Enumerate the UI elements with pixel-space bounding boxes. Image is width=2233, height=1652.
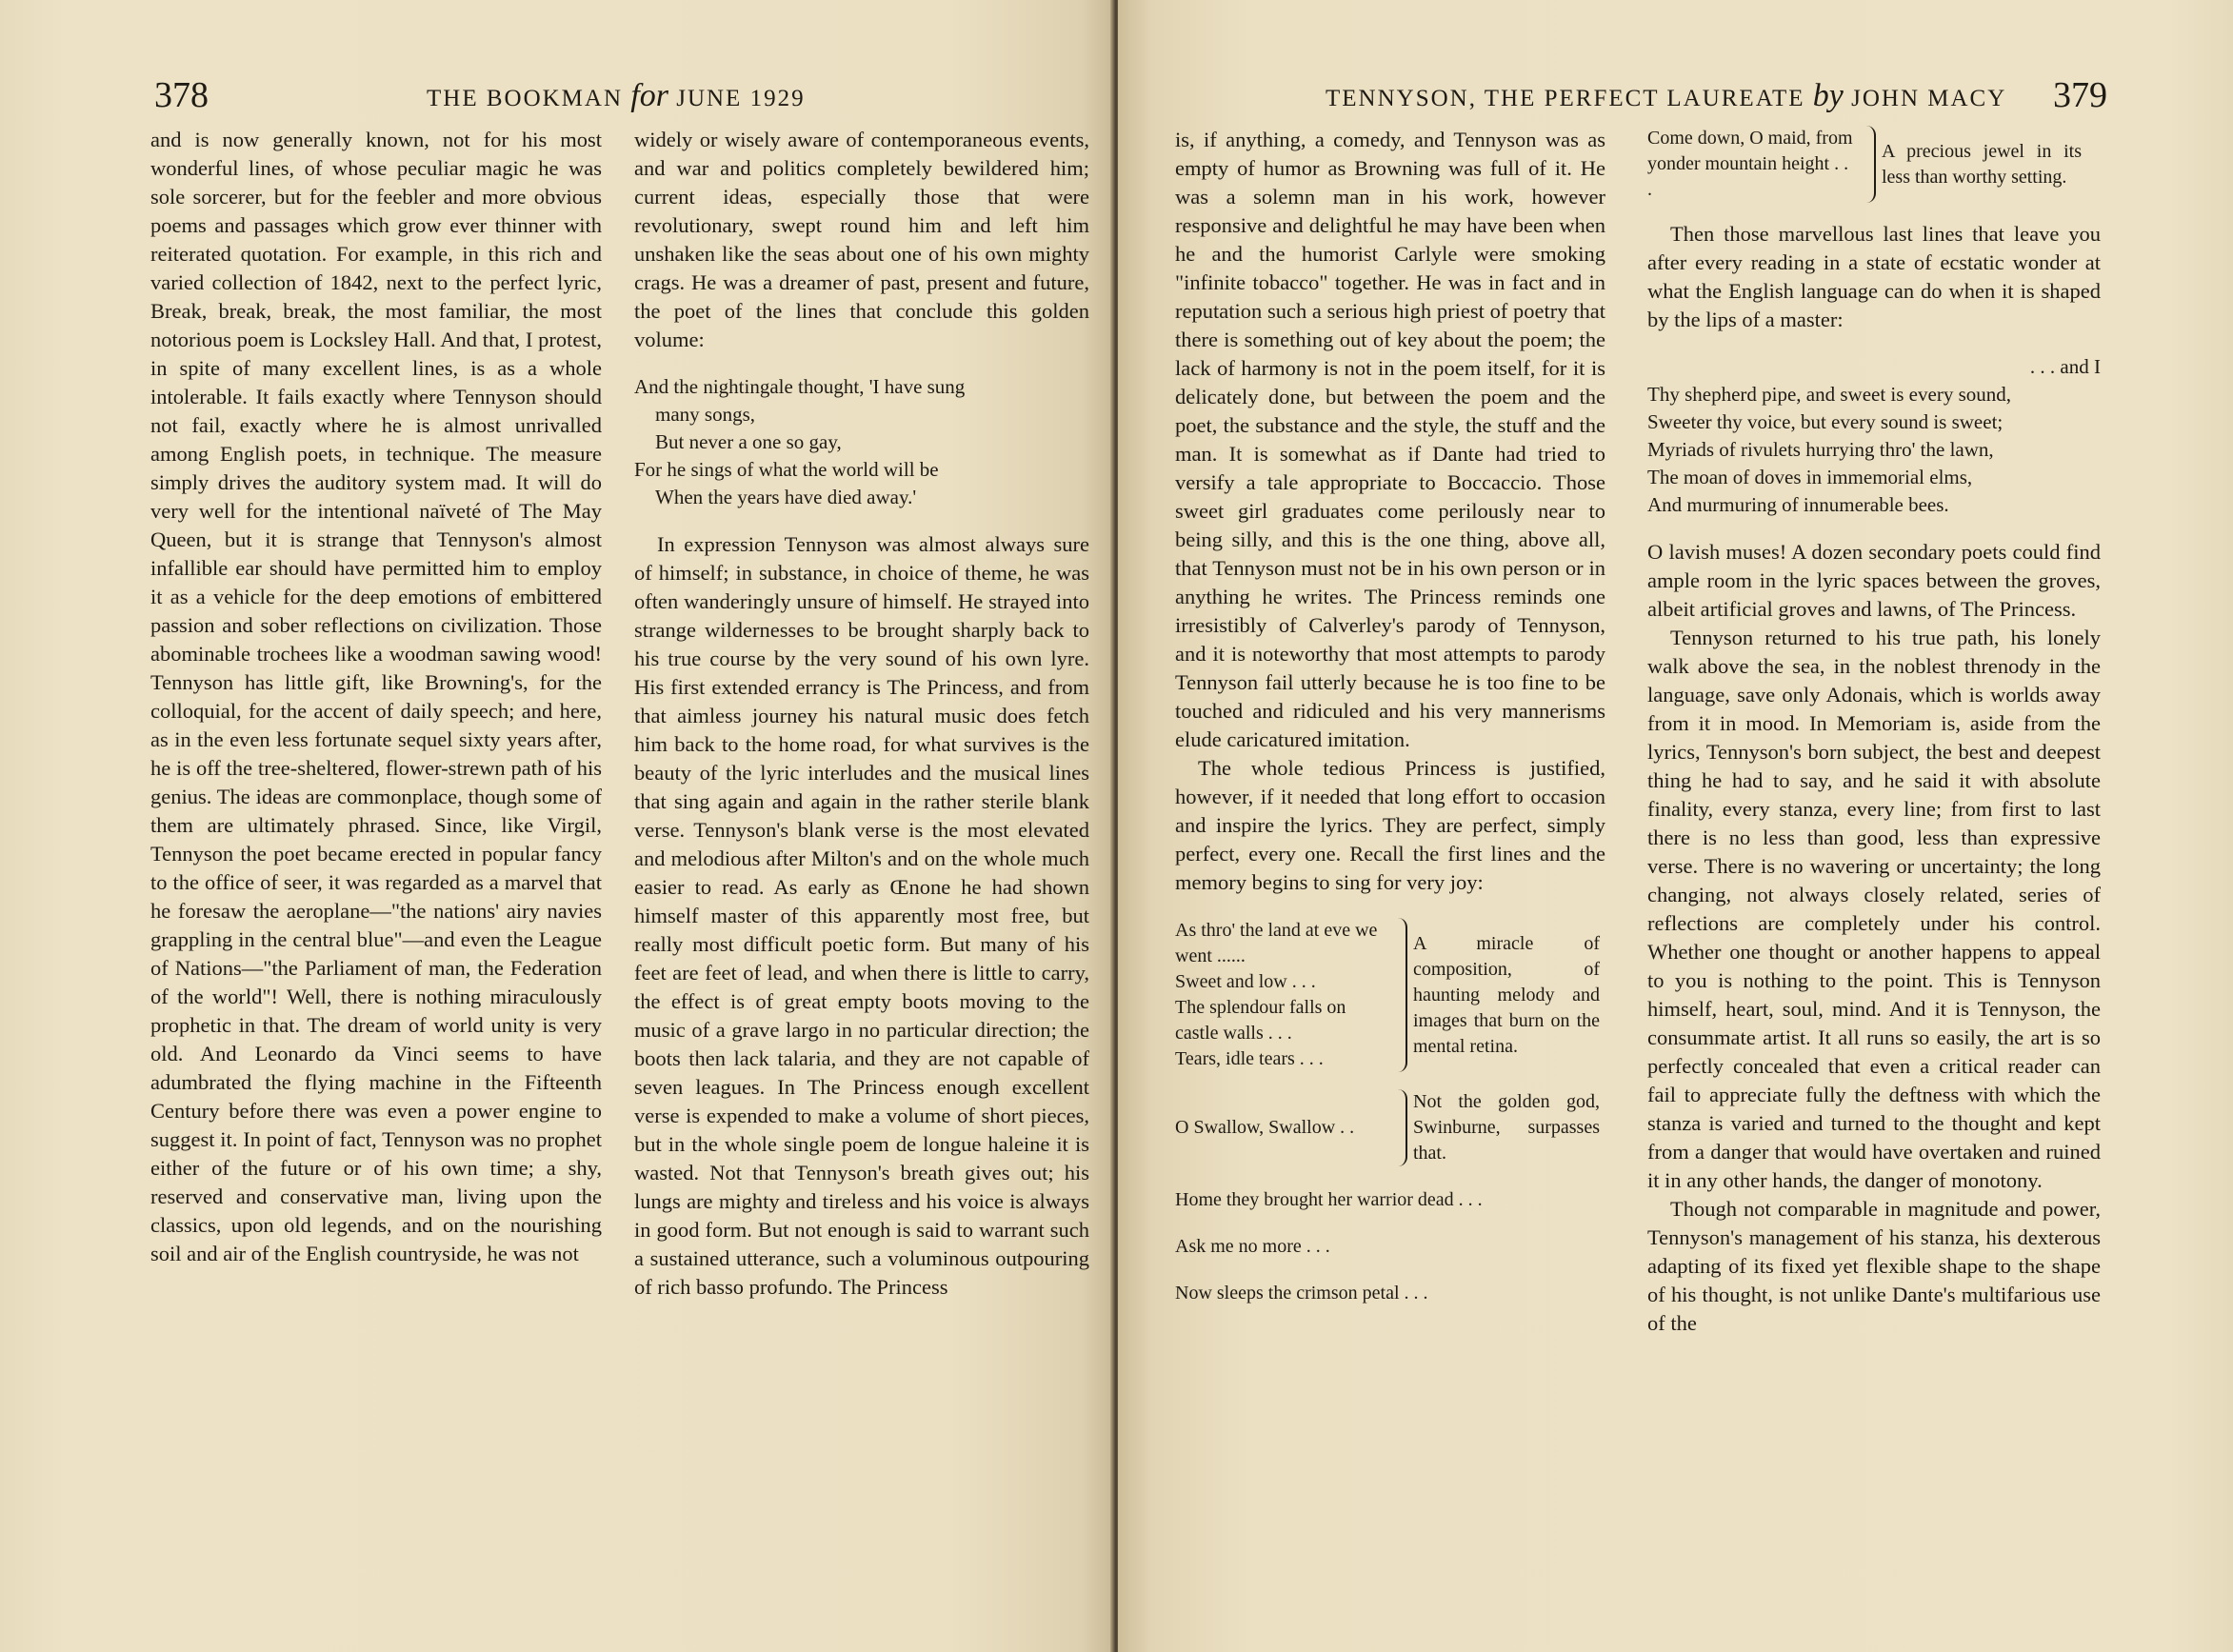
running-head-author: JOHN MACY <box>1851 86 2007 111</box>
verse-line: But never a one so gay, <box>655 430 842 453</box>
running-head-right <box>1326 78 2006 114</box>
lyric-group-2 <box>1175 1089 1605 1166</box>
lyric-group-3 <box>1647 126 2101 203</box>
lyric-first-line: Ask me no more . . . <box>1175 1236 1330 1257</box>
paragraph: widely or wisely aware of contemporaneous events, and war and politics completely bewildered him; current ideas, especially those that were revolutionary, swept round him and left him unshaken like the seas about one of his own mighty crags. He was a dreamer of past, present and future, the poet of the lines that conclude this golden volume: <box>634 128 1089 351</box>
verse-line: And the nightingale thought, 'I have sung <box>634 375 966 398</box>
verse-quote <box>634 373 1089 511</box>
paragraph: Though not comparable in magnitude and power, Tennyson's management of his stanza, his dexterous adapting of its fixed yet flexible shape to the shape of his thought, is not unlike Dante's multifarious use of the <box>1647 1197 2101 1335</box>
lyric-first-line: The splendour falls on castle walls . . . <box>1175 997 1346 1044</box>
verse-line: Thy shepherd pipe, and sweet is every sound, <box>1647 383 2011 406</box>
paragraph: O lavish muses! A dozen secondary poets could find ample room in the lyric spaces between the groves, albeit artificial groves and lawns, of The Princess. <box>1647 540 2101 621</box>
brace <box>1392 1089 1407 1166</box>
lyric-first-line: O Swallow, Swallow . . <box>1175 1117 1355 1138</box>
paragraph: Tennyson returned to his true path, his lonely walk above the sea, in the noblest threnody in the language, save only Adonais, which is worlds away from it in mood. In Memoriam is, aside from the lyrics, Tennyson's born subject, the best and deepest thing he had to say, and he said it with absolute finality, every stanza, every line; from first to last there is no less than good, less than expressive verse. There is no wavering or uncertainty; the long changing, not always closely related, series of reflections are completely under his control. Whether one thought or another happens to appeal to you is nothing to the point. This is Tennyson himself, heart, soul, mind. And it is Tennyson, the consummate artist. It all runs so easily, the art is so perfectly concealed that even a critical reader can fail to appreciate fully the deftness with which the stanza is varied and turned to the thought and kept from a danger that would have overtaken and ruined it in any other hands, the danger of monotony. <box>1647 626 2101 1192</box>
brace <box>1861 126 1876 203</box>
verse-line: The moan of doves in immemorial elms, <box>1647 466 1973 488</box>
left-column-1 <box>150 126 602 1268</box>
lyric-first-lines: Come down, O maid, from yonder mountain height . . . <box>1647 128 1853 200</box>
running-head-date: JUNE 1929 <box>676 86 806 111</box>
left-column-2 <box>634 126 1089 1302</box>
lyric-first-lines <box>1175 1089 1386 1166</box>
running-head-magazine: THE BOOKMAN <box>427 86 624 111</box>
lyric-comment: Not the golden god, Swinburne, surpasses that. <box>1413 1091 1600 1164</box>
paragraph: and is now generally known, not for his most wonderful lines, of whose peculiar magic he was sole sorcerer, but for the feebler and more obvious poems and passages which grow ever thinner with reiterated quotation. For example, in this rich and varied collection of 1842, next to the perfect lyric, Break, break, break, the most familiar, the most notorious poem is Locksley Hall. And that, I protest, in spite of many excellent lines, is as a whole intolerable. It fails exactly where Tennyson should not fail, exactly where he is almost unrivalled among English poets, in technique. The measure simply drives the auditory system mad. It will do very well for the intentional naïveté of The May Queen, but it is strange that Tennyson's almost infallible ear should have permitted him to employ it as a vehicle for the deep emotions of embittered passion and sober reflections on civilization. Those abominable trochees like a woodman sawing wood! Tennyson has little gift, like Browning's, for the colloquial, for the accent of daily speech; and here, as in the even less fortunate sequel sixty years after, he is off the tree-sheltered, flower-strewn path of his genius. The ideas are commonplace, though some of them are ultimately phrased. Since, like Virgil, Tennyson the poet became erected in popular fancy to the office of seer, it was regarded as a marvel that he foresaw the aeroplane—"the nations' airy navies grappling in the central blue"—and even the League of Nations—"the Parliament of man, the Federation of the world"! Well, there is nothing miraculously prophetic in that. The dream of world unity is very old. And Leonardo da Vinci seems to have adumbrated the flying machine in the Fifteenth Century before there was even a power engine to suggest it. In point of fact, Tennyson was no prophet either of the future or of his own time; a shy, reserved and conservative man, living upon the classics, upon old legends, and on the nourishing soil and air of the English countryside, he was not <box>150 128 602 1265</box>
verse-line: . . . and I <box>2029 355 2101 378</box>
verse-line: Myriads of rivulets hurrying thro' the lawn, <box>1647 438 1994 461</box>
verse-line: Sweeter thy voice, but every sound is sweet; <box>1647 410 2004 433</box>
page-number-right: 379 <box>2053 75 2107 115</box>
lyric-first-line: As thro' the land at eve we went ...... <box>1175 920 1378 966</box>
verse-line: For he sings of what the world will be <box>634 458 939 481</box>
page-number-left: 378 <box>154 75 209 115</box>
lyric-first-line: Home they brought her warrior dead . . . <box>1175 1189 1483 1210</box>
running-head-left <box>427 78 806 114</box>
lyric-first-line: Sweet and low . . . <box>1175 971 1316 992</box>
verse-line: And murmuring of innumerable bees. <box>1647 493 1949 516</box>
paragraph: Then those marvellous last lines that leave you after every reading in a state of ecstatic wonder at what the English language can do when it is shaped by the lips of a master: <box>1647 222 2101 331</box>
left-page <box>0 0 1114 1652</box>
lyric-group-1 <box>1175 918 1605 1072</box>
verse-line: When the years have died away.' <box>655 486 917 508</box>
running-head-by: by <box>1812 78 1844 113</box>
lyric-first-line: Now sleeps the crimson petal . . . <box>1175 1283 1428 1304</box>
brace <box>1392 918 1407 1072</box>
running-head-for: for <box>630 78 668 113</box>
right-column-1 <box>1175 126 1605 1306</box>
lyric-first-line: Tears, idle tears . . . <box>1175 1048 1324 1069</box>
lyric-comment: A precious jewel in its less than worthy setting. <box>1882 140 2082 188</box>
verse-line: many songs, <box>655 403 755 426</box>
paragraph: In expression Tennyson was almost always sure of himself; in substance, in choice of theme, he was often wanderingly unsure of himself. He strayed into strange wildernesses to be brought sharply back to his true course by the very sound of his own lyre. His first extended errancy is The Princess, and from that aimless journey his natural music does fetch him back to the home road, for what survives is the beauty of the lyric interludes and the musical lines that sing again and again in the rather sterile blank verse. Tennyson's blank verse is the most elevated and melodious after Milton's and on the whole much easier to read. As early as Œnone he had shown himself master of this apparently most free, but really most difficult poetic form. But many of his feet are feet of lead, and when there is little to carry, the effect is of great empty boots moving to the music of a grave largo in no particular direction; the boots then lack talaria, and they are not capable of seven leagues. In The Princess enough excellent verse is expended to make a volume of short pieces, but in the whole single poem de longue haleine it is wasted. Not that Tennyson's breath gives out; his lungs are mighty and tireless and his voice is always in good form. But not enough is said to warrant such a sustained utterance, such a voluminous outpouring of rich basso profundo. The Princess <box>634 532 1089 1299</box>
right-column-2 <box>1647 126 2101 1338</box>
lyric-comment: A miracle of composition, of haunting melody and images that burn on the mental retina. <box>1413 932 1600 1057</box>
paragraph: is, if anything, a comedy, and Tennyson was as empty of humor as Browning was full of it. He was a solemn man in his work, however responsive and delightful he may have been when he and the humorist Carlyle were smoking "infinite tobacco" together. He was in fact and in reputation such a serious high priest of poetry that there is something out of key about the poem; the lack of harmony is not in the poem itself, for it is delicately done, but between the poem and the poet, the substance and the style, the stuff and the man. It is somewhat as if Dante had tried to versify a tale appropriate to Boccaccio. Those sweet girl graduates come perilously near to being silly, and this is the one thing, above all, that Tennyson must not be in his own person or in anything he writes. The Princess reminds one irresistibly of Calverley's parody of Tennyson, and it is noteworthy that most attempts to parody Tennyson fail utterly because he is too fine to be touched and ridiculed and his very mannerisms elude caricatured imitation. <box>1175 128 1605 751</box>
verse-quote <box>1647 353 2101 519</box>
lyric-first-lines <box>1175 918 1386 1072</box>
paragraph: The whole tedious Princess is justified, however, if it needed that long effort to occasion and inspire the lyrics. They are perfect, simply perfect, every one. Recall the first lines and the memory begins to sing for very joy: <box>1175 756 1605 894</box>
running-head-article: TENNYSON, THE PERFECT LAUREATE <box>1326 86 1805 111</box>
right-page <box>1118 0 2233 1652</box>
